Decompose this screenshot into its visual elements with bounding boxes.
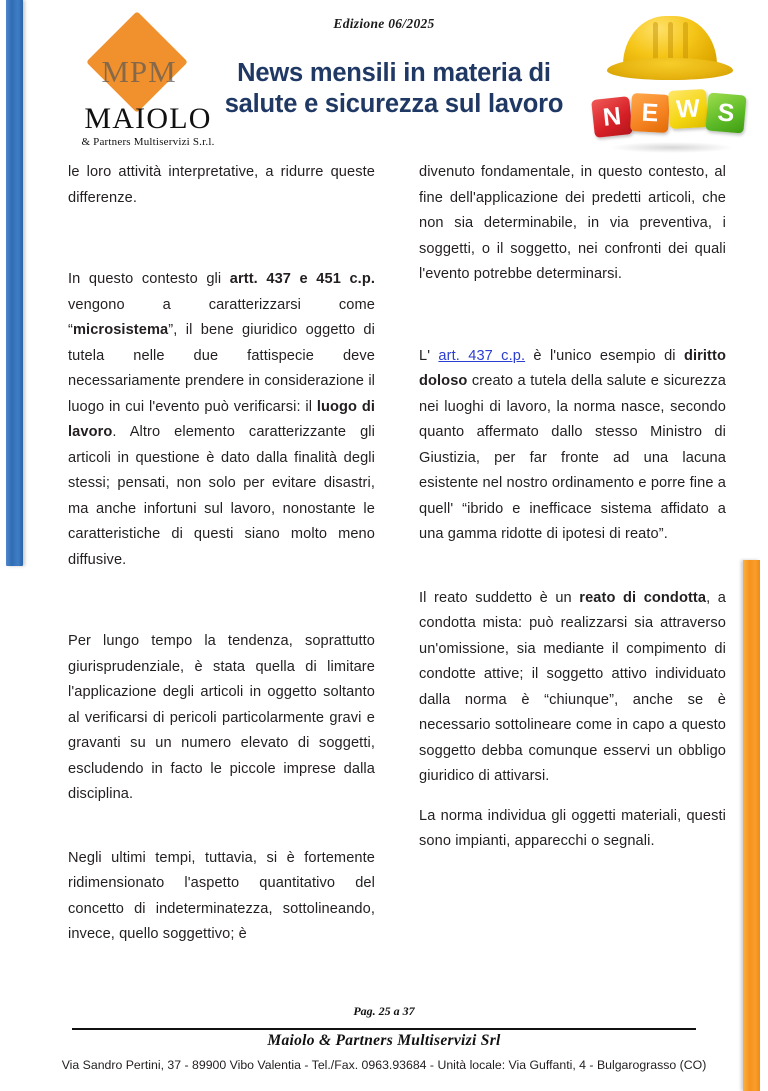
paragraph-left-2 — [68, 267, 375, 573]
footer-company-name: Maiolo & Partners Multiservizi Srl — [267, 1032, 501, 1049]
news-cube-w: W — [668, 89, 708, 129]
text-run: , a condotta mista: può realizzarsi sia attraverso un'omissione, sia mediante il compimento di condotte attive; il soggetto attivo individuato dalla norma è “chiunque”, anche se è necessario sottolineare come in capo a questo soggetto debba comunque esservi un obbligo giuridico di attivarsi. — [419, 589, 726, 784]
page-title-line-2: salute e sicurezza sul lavoro — [224, 90, 564, 118]
text-bold-microsistema: microsistema — [72, 322, 169, 338]
news-cube-s: S — [705, 92, 746, 133]
text-bold-diritto-doloso: diritto doloso — [419, 347, 726, 389]
page-title-line-1: News mensili in materia di — [237, 59, 551, 87]
news-cube-e: E — [630, 93, 670, 133]
text-run: In questo contesto gli — [68, 271, 230, 287]
news-cube-n: N — [591, 96, 633, 138]
page-footer — [0, 1000, 768, 1091]
page-number-label: Pag. 25 a 37 — [353, 1004, 415, 1018]
paragraph-right-3 — [419, 586, 726, 790]
logo-company-subtitle: & Partners Multiservizi S.r.l. — [81, 136, 215, 148]
footer-address: Via Sandro Pertini, 37 - 89900 Vibo Valentia - Tel./Fax. 0963.93684 - Unità locale: Via Guffanti, 4 - Bulgarograsso (CO) — [61, 1058, 707, 1072]
paragraph-left-4: Negli ultimi tempi, tuttavia, si è fortemente ridimensionato l'aspetto quantitativo del concetto di indeterminatezza, sottolineando, invece, quello soggettivo; è — [68, 849, 375, 942]
left-column — [68, 160, 375, 948]
paragraph-right-2 — [419, 344, 726, 548]
text-run: . Altro elemento caratterizzante gli articoli in questione è dato dalla finalità degli stessi; pensati, non solo per evitare disastri, ma anche infortuni sul lavoro, nonostante le caratteristiche di questi siano molto meno diffusive. — [68, 424, 375, 568]
page-title — [214, 58, 574, 120]
text-run: L' — [419, 347, 439, 364]
page-header — [0, 0, 768, 160]
edition-label: Edizione 06/2025 — [333, 16, 435, 31]
text-bold-luogo-di-lavoro: luogo di lavoro — [68, 398, 375, 440]
company-logo — [63, 26, 233, 156]
paragraph-left-1: le loro attività interpretative, a ridurre queste differenze. — [68, 164, 375, 206]
logo-company-name: MAIOLO — [84, 102, 212, 135]
text-run: è l'unico esempio di — [525, 347, 684, 364]
news-artwork — [585, 14, 755, 159]
text-run: creato a tutela della salute e sicurezza nei luoghi di lavoro, la norma nasce, secondo quanto affermato dallo stesso Ministro di Giustizia, per far fronte ad una lacuna esistente nel nostro ordinamento e porre fine a quell' “ibrido e inefficace sistema affidato a una gamma ridotte di ipotesi di reato”. — [419, 373, 726, 542]
logo-mpm-monogram: MPM — [101, 54, 177, 89]
hard-hat-brim — [607, 58, 733, 80]
text-bold-artt: artt. 437 e 451 c.p. — [229, 271, 375, 287]
text-run: Il reato suddetto è un — [419, 589, 580, 606]
news-cubes-group — [591, 84, 751, 142]
right-column — [419, 160, 726, 855]
paragraph-right-1: divenuto fondamentale, in questo contesto, al fine dell'applicazione dei predetti articoli, che non sia determinabile, in via preventiva, i soggetti, o il soggetto, nei confronti dei quali l'evento potrebbe determinarsi. — [419, 164, 726, 282]
news-artwork-shadow — [611, 142, 733, 153]
text-run: ”, il bene giuridico oggetto di tutela nelle due fattispecie deve necessariamente prendere in considerazione il luogo in cui l'evento può verificarsi: il — [68, 322, 375, 415]
link-art-437-cp[interactable]: art. 437 c.p. — [438, 347, 526, 364]
text-bold-reato-di-condotta: reato di condotta — [579, 589, 707, 606]
text-run: vengono a caratterizzarsi come “ — [68, 296, 375, 338]
article-body — [0, 160, 768, 1005]
paragraph-left-3: Per lungo tempo la tendenza, soprattutto giurisprudenziale, è stata quella di limitare l'applicazione degli articoli in oggetto soltanto al verificarsi di pericoli particolarmente gravi e gravanti su un numero elevato di soggetti, escludendo in facto le piccole imprese dalla disciplina. — [68, 633, 375, 802]
footer-divider — [72, 1028, 696, 1030]
paragraph-right-4: La norma individua gli oggetti materiali, questi sono impianti, apparecchi o segnali. — [419, 807, 726, 849]
